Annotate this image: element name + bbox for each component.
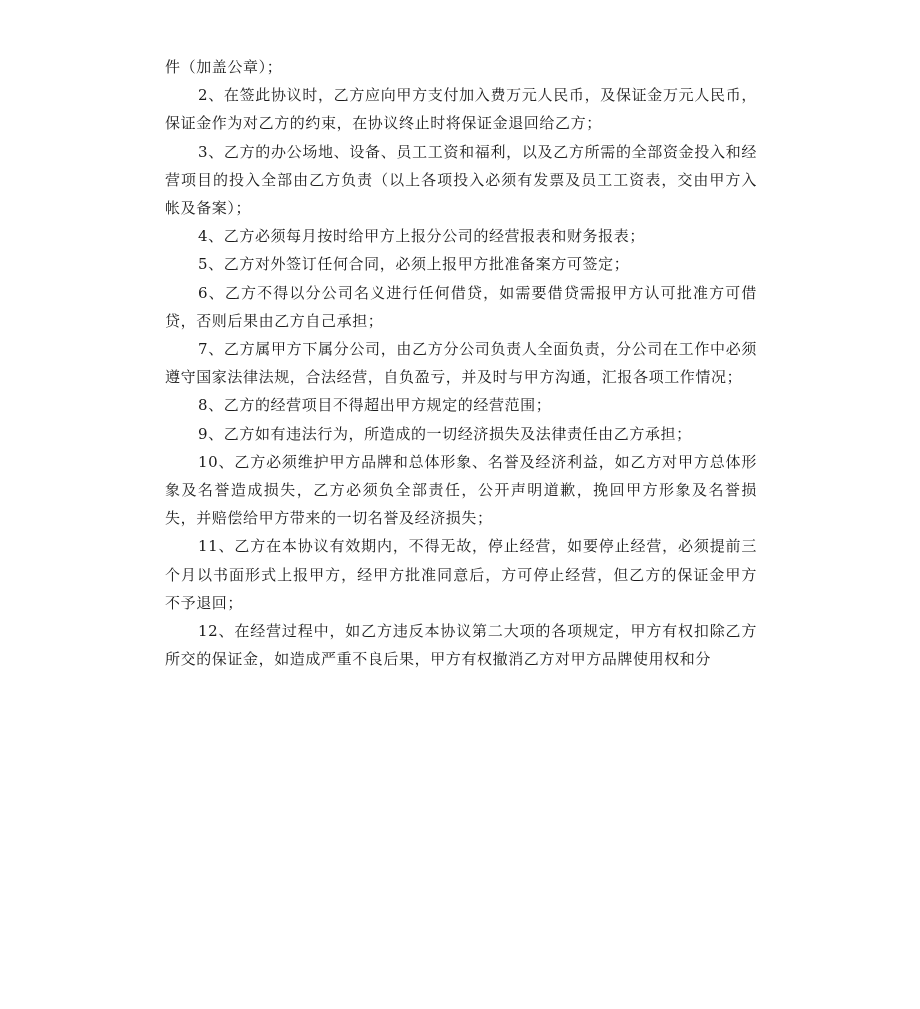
paragraph-8: 8、乙方的经营项目不得超出甲方规定的经营范围； — [198, 396, 552, 415]
paragraph-3: 3、乙方的办公场地、设备、员工工资和福利，以及乙方所需的全部资金投入和经营项目的投入全部由乙方负责（以上各项投入必须有发票及员工工资表，交由甲方入帐及备案）； — [165, 142, 757, 218]
paragraph-9: 9、乙方如有违法行为，所造成的一切经济损失及法律责任由乙方承担； — [198, 424, 692, 443]
paragraph-4: 4、乙方必须每月按时给甲方上报分公司的经营报表和财务报表； — [198, 227, 645, 246]
paragraph-10: 10、乙方必须维护甲方品牌和总体形象、名誉及经济利益，如乙方对甲方总体形象及名誉造成损失，乙方必须负全部责任，公开声明道歉，挽回甲方形象及名誉损失，并赔偿给甲方带来的一切名誉及经济损失； — [165, 452, 757, 528]
document-page — [165, 53, 757, 673]
paragraph-11: 11、乙方在本协议有效期内，不得无故，停止经营，如要停止经营，必须提前三个月以书面形式上报甲方，经甲方批准同意后，方可停止经营，但乙方的保证金甲方不予退回； — [165, 537, 757, 612]
paragraph-6: 6、乙方不得以分公司名义进行任何借贷，如需要借贷需报甲方认可批准方可借贷，否则后果由乙方自己承担； — [165, 283, 757, 330]
paragraph-12: 12、在经营过程中，如乙方违反本协议第二大项的各项规定，甲方有权扣除乙方所交的保证金，如造成严重不良后果，甲方有权撤消乙方对甲方品牌使用权和分 — [165, 622, 757, 669]
paragraph-5: 5、乙方对外签订任何合同，必须上报甲方批准备案方可签定； — [198, 255, 630, 274]
paragraph-1: 件（加盖公章）； — [165, 58, 283, 76]
paragraph-2: 2、在签此协议时，乙方应向甲方支付加入费万元人民币，及保证金万元人民币，保证金作为对乙方的约束，在协议终止时将保证金退回给乙方； — [165, 86, 757, 133]
paragraph-7: 7、乙方属甲方下属分公司，由乙方分公司负责人全面负责，分公司在工作中必须遵守国家法律法规，合法经营，自负盈亏，并及时与甲方沟通，汇报各项工作情况； — [165, 340, 757, 387]
